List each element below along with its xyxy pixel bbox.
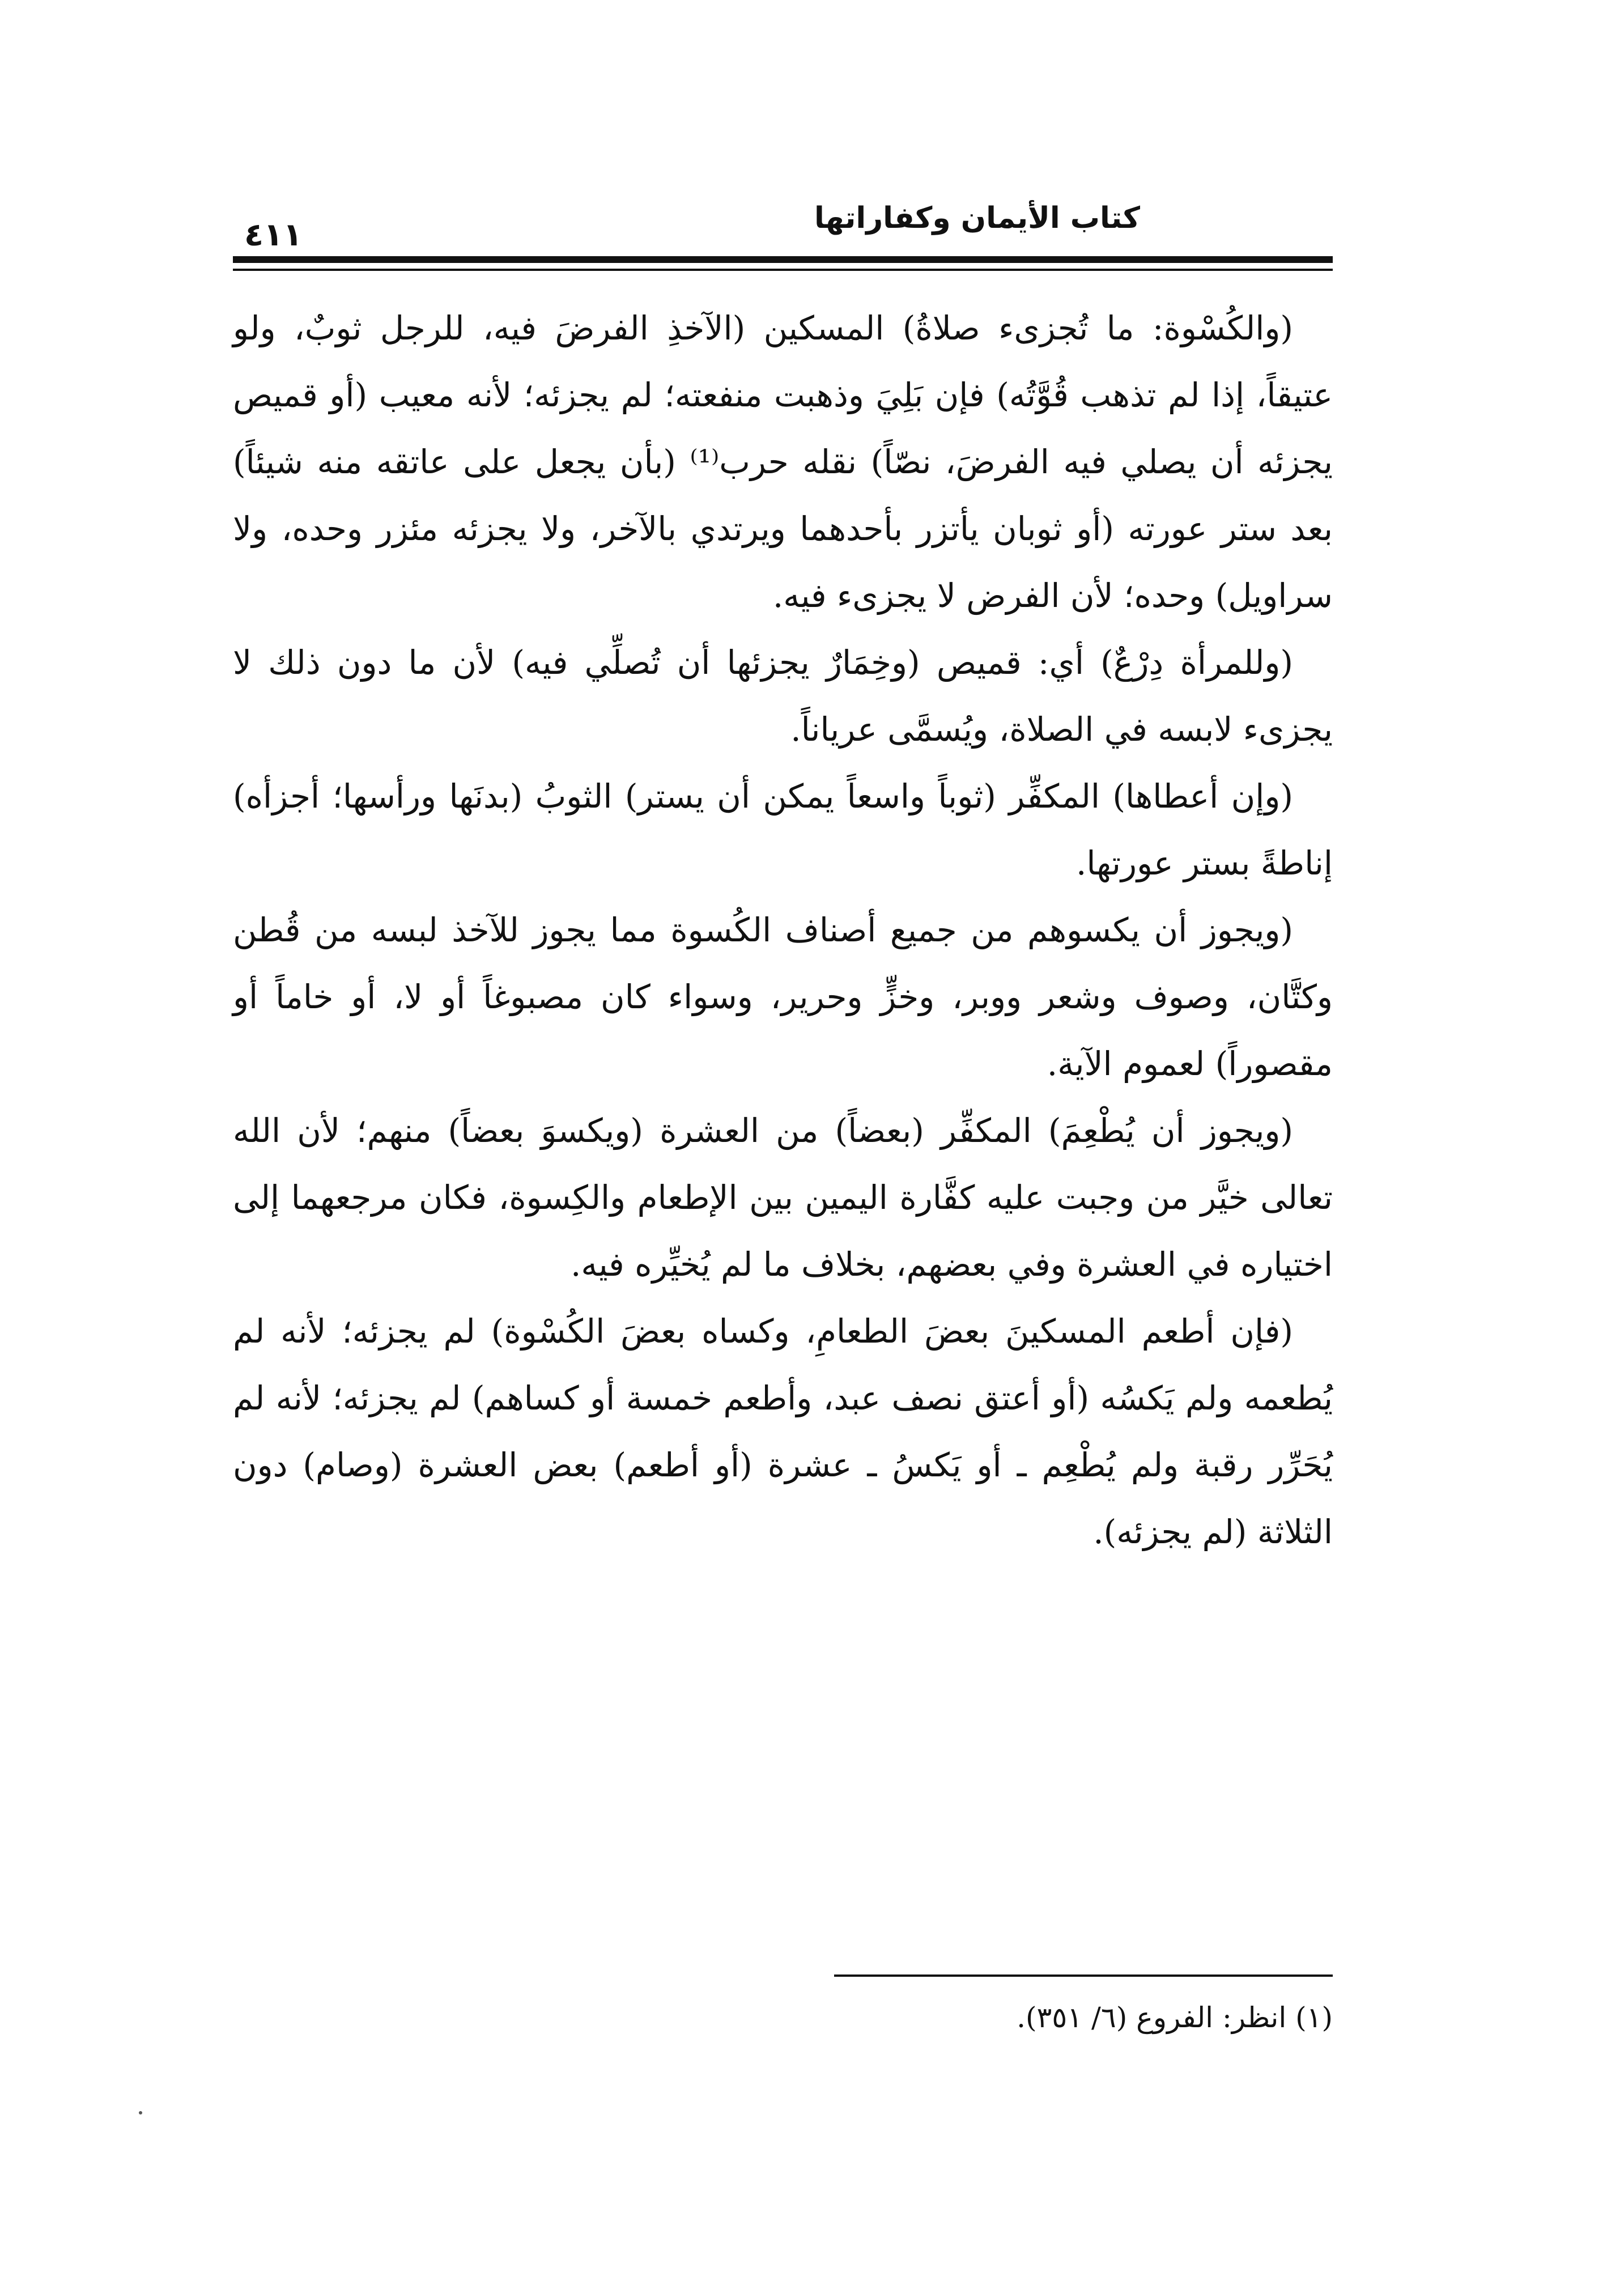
running-header-title: كتاب الأيمان وكفاراتها — [814, 201, 1140, 235]
body-text — [233, 295, 1333, 1565]
header-rule-thick — [233, 256, 1333, 263]
paragraph-wide-garment: (وإن أعطاها) المكفِّر (ثوباً واسعاً يمكن أن يستر) الثوبُ (بدنَها ورأسها؛ أجزأه) إناطةً بستر عورتها. — [233, 777, 1333, 882]
scan-speck — [139, 2111, 142, 2114]
footnote-1: (١) انظر: الفروع (٦/ ٣٥١). — [1017, 2001, 1333, 2034]
header-rule-thin — [233, 269, 1333, 271]
page-number: ٤١١ — [244, 216, 303, 253]
paragraph-partial-expiation: (فإن أطعم المسكينَ بعضَ الطعامِ، وكساه بعضَ الكُسْوة) لم يجزئه؛ لأنه لم يُطعمه ولم يَكسُه (أو أعتق نصف عبد، وأطعم خمسة أو كساهم) لم يجزئه؛ لأنه لم يُحَرِّر رقبة ولم يُطْعِم ـ أو يَكسُ ـ عشرة (أو أطعم) بعض العشرة (وصام) دون الثلاثة (لم يجزئه). — [233, 1312, 1333, 1551]
paragraph-clothing-definition: (والكُسْوة: ما تُجزىء صلاةُ) المسكين (الآخذِ الفرضَ فيه، للرجل ثوبٌ، ولو عتيقاً، إذا لم تذهب قُوَّتُه) فإن بَلِيَ وذهبت منفعته؛ لم يجزئه؛ لأنه معيب (أو قميص يجزئه أن يصلي فيه الفرضَ، نصّاً) نقله حرب⁽¹⁾ (بأن يجعل على عاتقه منه شيئاً) بعد ستر عورته (أو ثوبان يأتزر بأحدهما ويرتدي بالآخر، ولا يجزئه مئزر وحده، ولا سراويل) وحده؛ لأن الفرض لا يجزىء فيه. — [233, 309, 1333, 615]
running-header — [233, 187, 1333, 253]
paragraph-types-of-clothing: (ويجوز أن يكسوهم من جميع أصناف الكُسوة مما يجوز للآخذ لبسه من قُطن وكتَّان، وصوف وشعر ووبر، وخزٍّ وحرير، وسواء كان مصبوغاً أو لا، أو خاماً أو مقصوراً) لعموم الآية. — [233, 911, 1333, 1083]
paragraph-woman-garment: (وللمرأة دِرْعٌ) أي: قميص (وخِمَارٌ يجزئها أن تُصلِّي فيه) لأن ما دون ذلك لا يجزىء لابسه في الصلاة، ويُسمَّى عرياناً. — [233, 643, 1333, 749]
paragraph-feed-some-clothe-some: (ويجوز أن يُطْعِمَ) المكفِّر (بعضاً) من العشرة (ويكسوَ بعضاً) منهم؛ لأن الله تعالى خيَّر من وجبت عليه كفَّارة اليمين بين الإطعام والكِسوة، فكان مرجعهما إلى اختياره في العشرة وفي بعضهم، بخلاف ما لم يُخيِّره فيه. — [233, 1111, 1333, 1284]
footnote-separator — [834, 1974, 1333, 1977]
